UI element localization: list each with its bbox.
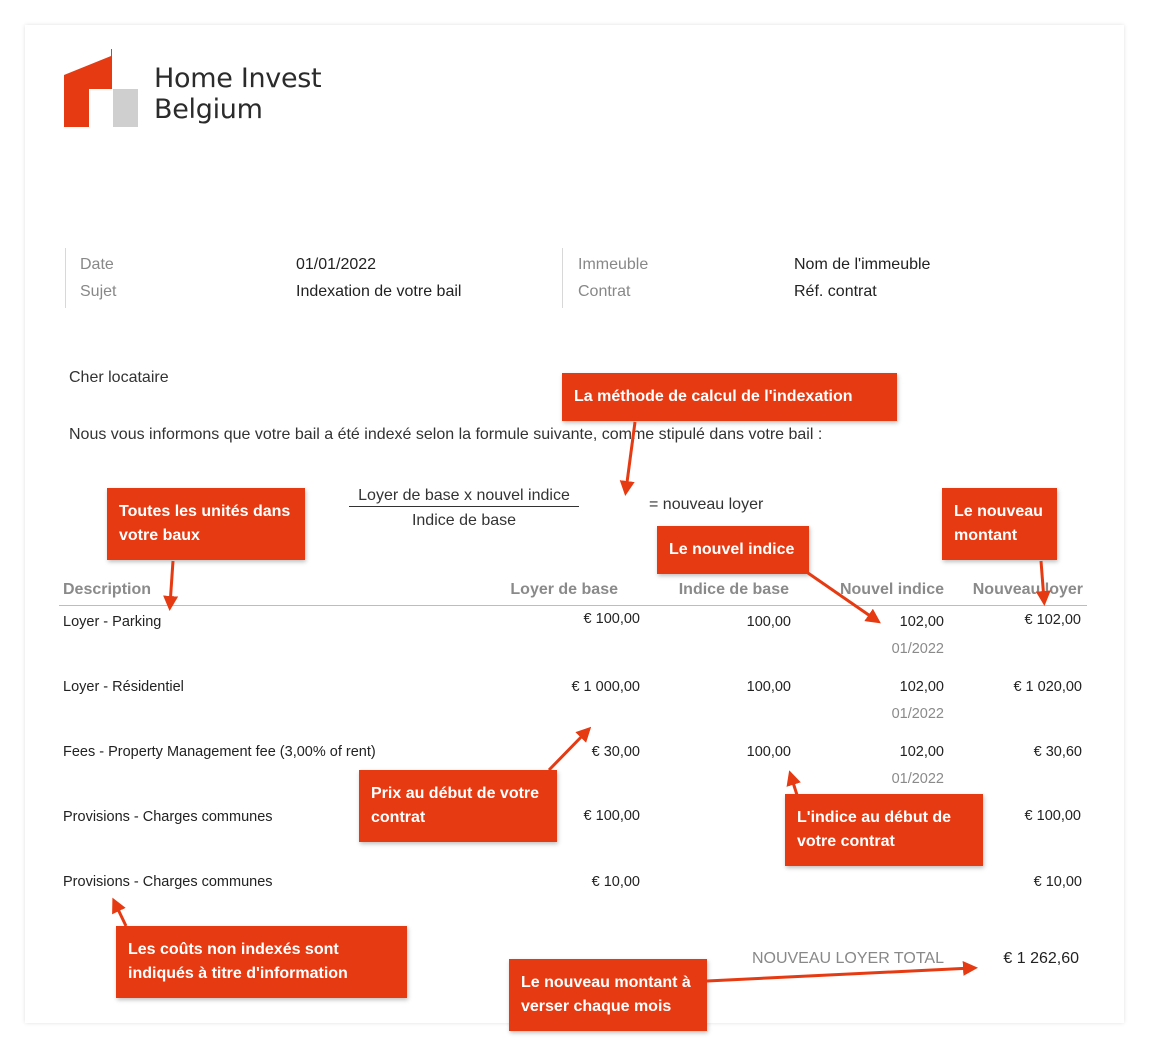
callout-start-price: Prix au début de votre contrat: [359, 770, 557, 842]
row-new-rent: € 100,00: [1024, 808, 1081, 824]
header-base-rent: Loyer de base: [510, 581, 618, 598]
row-new-rent: € 30,60: [1033, 744, 1082, 760]
row-description: Provisions - Charges communes: [63, 809, 273, 825]
row-description: Provisions - Charges communes: [63, 874, 273, 890]
arrow-non-indexed: [115, 903, 126, 926]
callout-new-amount: Le nouveau montant: [942, 488, 1057, 560]
brand-name-line2: Belgium: [154, 94, 263, 125]
subject-value: Indexation de votre bail: [296, 283, 462, 300]
row-base-rent: € 1 000,00: [571, 679, 640, 695]
row-new-index-date: 01/2022: [891, 771, 944, 787]
brand-name-line1: Home Invest: [154, 63, 322, 94]
row-description: Fees - Property Management fee (3,00% of rent): [63, 744, 376, 760]
intro-text: Nous vous informons que votre bail a été indexé selon la formule suivante, comme stipulé dans votre bail :: [69, 426, 823, 443]
row-new-index-date: 01/2022: [891, 706, 944, 722]
row-new-index: 102,00: [899, 679, 944, 695]
arrow-new-amount: [1041, 561, 1044, 600]
row-new-index: 102,00: [899, 744, 944, 760]
row-description: Loyer - Parking: [63, 614, 162, 630]
callout-monthly: Le nouveau montant à verser chaque mois: [509, 959, 707, 1031]
callout-non-indexed: Les coûts non indexés sont indiqués à titre d'information: [116, 926, 407, 998]
header-new-index: Nouvel indice: [839, 581, 944, 598]
greeting: Cher locataire: [69, 369, 169, 386]
row-base-index: 100,00: [746, 744, 791, 760]
building-label: Immeuble: [578, 256, 649, 273]
header-base-index: Indice de base: [678, 581, 789, 598]
row-new-rent: € 1 020,00: [1013, 679, 1082, 695]
callout-units: Toutes les unités dans votre baux: [107, 488, 305, 560]
total-label: NOUVEAU LOYER TOTAL: [751, 950, 944, 967]
row-description: Loyer - Résidentiel: [63, 679, 184, 695]
row-base-rent: € 100,00: [583, 808, 640, 824]
row-base-rent: € 30,00: [591, 744, 640, 760]
row-base-rent: € 10,00: [591, 874, 640, 890]
date-value: 01/01/2022: [296, 256, 377, 273]
row-new-rent: € 10,00: [1033, 874, 1082, 890]
row-new-rent: € 102,00: [1024, 612, 1081, 628]
row-new-index: 102,00: [899, 614, 944, 630]
row-base-index: 100,00: [746, 614, 791, 630]
arrow-monthly: [707, 968, 972, 981]
arrow-units: [170, 561, 173, 605]
row-new-index-date: 01/2022: [891, 641, 944, 657]
callout-start-index: L'indice au début de votre contrat: [785, 794, 983, 866]
row-base-rent: € 100,00: [583, 611, 640, 627]
date-label: Date: [80, 256, 114, 273]
row-base-index: 100,00: [746, 679, 791, 695]
arrow-new-index: [808, 573, 876, 620]
formula-denominator: Indice de base: [411, 512, 517, 529]
callout-new-index: Le nouvel indice: [657, 526, 809, 574]
header-description: Description: [63, 581, 152, 598]
contract-label: Contrat: [578, 283, 631, 300]
building-value: Nom de l'immeuble: [794, 256, 931, 273]
formula-result: = nouveau loyer: [649, 496, 764, 513]
subject-label: Sujet: [80, 283, 117, 300]
arrow-start-price: [549, 731, 587, 770]
header-new-rent: Nouveau loyer: [972, 581, 1083, 598]
formula-numerator: Loyer de base x nouvel indice: [349, 487, 579, 507]
contract-value: Réf. contrat: [794, 283, 877, 300]
total-value: € 1 262,60: [1003, 950, 1079, 967]
callout-method: La méthode de calcul de l'indexation: [562, 373, 897, 421]
arrow-start-index: [791, 776, 797, 795]
arrow-method: [626, 422, 635, 490]
